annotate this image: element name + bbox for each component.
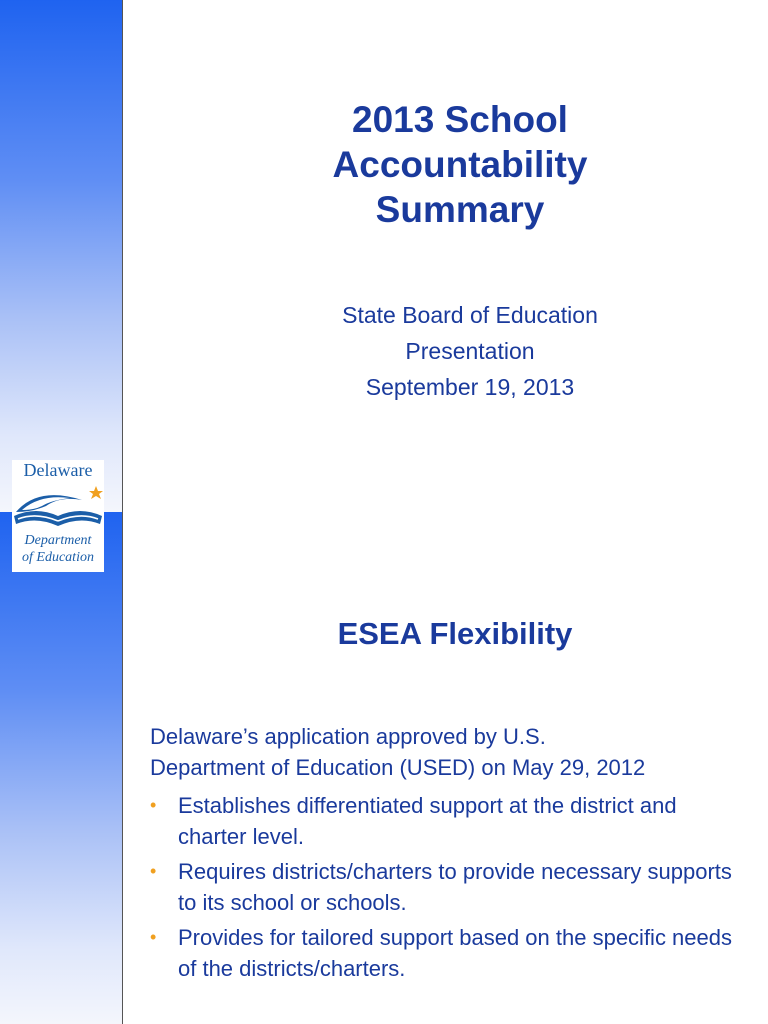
- list-item: [150, 790, 750, 852]
- logo-department: [12, 532, 104, 566]
- open-book-icon: [12, 482, 104, 532]
- title-line-2: Accountability: [332, 144, 588, 185]
- slide-esea-heading: ESEA Flexibility: [337, 616, 573, 651]
- bullet-text: Requires districts/charters to provide necessary supports to its school or schools.: [178, 859, 732, 915]
- slide-title-heading: [280, 97, 640, 232]
- title-line-1: 2013 School: [352, 99, 568, 140]
- bullet-icon: •: [150, 795, 157, 815]
- list-item: [150, 922, 750, 984]
- bullet-list: [150, 790, 750, 988]
- bullet-text: Establishes differentiated support at the district and charter level.: [178, 793, 677, 849]
- bullet-text: Provides for tailored support based on the specific needs of the districts/charters.: [178, 925, 732, 981]
- intro-line-2: Department of Education (USED) on May 29, 2012: [150, 755, 646, 780]
- logo-dept-line-1: Department: [24, 533, 92, 548]
- bullet-icon: •: [150, 861, 157, 881]
- subtitle-line-2: Presentation: [405, 338, 535, 364]
- subtitle-line-1: State Board of Education: [342, 302, 598, 328]
- slide-esea: [0, 512, 768, 1024]
- delaware-doe-logo: [12, 460, 104, 572]
- bullet-icon: •: [150, 927, 157, 947]
- sidebar-gradient: [0, 0, 123, 512]
- intro-text: [150, 721, 750, 783]
- sidebar-gradient: [0, 512, 123, 1024]
- list-item: [150, 856, 750, 918]
- logo-name: Delaware: [23, 460, 93, 480]
- slide-subtitle: [270, 297, 670, 405]
- subtitle-line-3: September 19, 2013: [365, 374, 575, 400]
- logo-dept-line-2: of Education: [22, 550, 94, 565]
- intro-line-1: Delaware’s application approved by U.S.: [150, 724, 546, 749]
- title-line-3: Summary: [375, 189, 545, 230]
